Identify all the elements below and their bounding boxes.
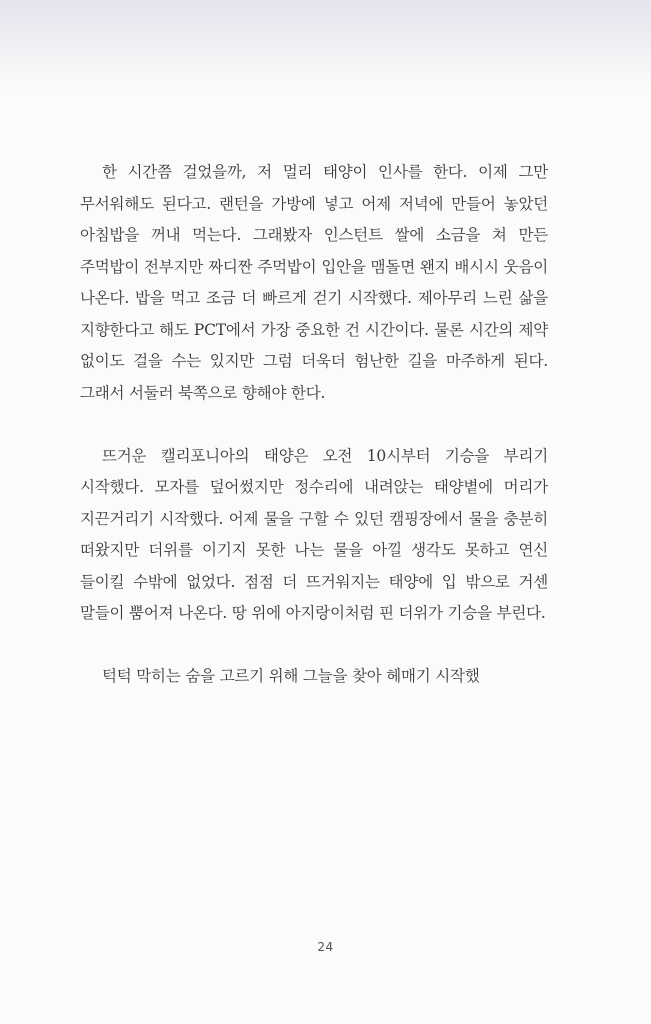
page-top-tint [0,0,651,95]
paragraph-2: 뜨거운 캘리포니아의 태양은 오전 10시부터 기승을 부리기 시작했다. 모자를 덮어썼지만 정수리에 내려앉는 태양볕에 머리가 지끈거리기 시작했다. 어제 물을 구할 수 있던 캠핑장에서 물을 충분히 떠왔지만 더위를 이기지 못한 나는 물을 아낄 생각도 못하고 연신 들이킬 수밖에 없었다. 점점 더 뜨거워지는 태양에 입 밖으로 거센 말들이 뿜어져 나온다. 땅 위에 아지랑이처럼 핀 더위가 기승을 부린다. [80,446,548,622]
page-number: 24 [317,940,334,954]
body-text [80,157,548,693]
paragraph-3: 턱턱 막히는 숨을 고르기 위해 그늘을 찾아 헤매기 시작했 [102,667,480,685]
paragraph-1: 한 시간쯤 걸었을까, 저 멀리 태양이 인사를 한다. 이제 그만 무서워해도 된다고. 랜턴을 가방에 넣고 어제 저녁에 만들어 놓았던 아침밥을 꺼내 먹는다. 그래봤자 인스턴트 쌀에 소금을 쳐 만든 주먹밥이 전부지만 짜디짠 주먹밥이 입안을 맴돌면 왠지 배시시 웃음이 나온다. 밥을 먹고 조금 더 빠르게 걷기 시작했다. 제아무리 느린 삶을 지향한다고 해도 PCT에서 가장 중요한 건 시간이다. 물론 시간의 제약 없이도 걸을 수는 있지만 그럼 더욱더 험난한 길을 마주하게 된다. 그래서 서둘러 북쪽으로 향해야 한다. [80,163,548,402]
